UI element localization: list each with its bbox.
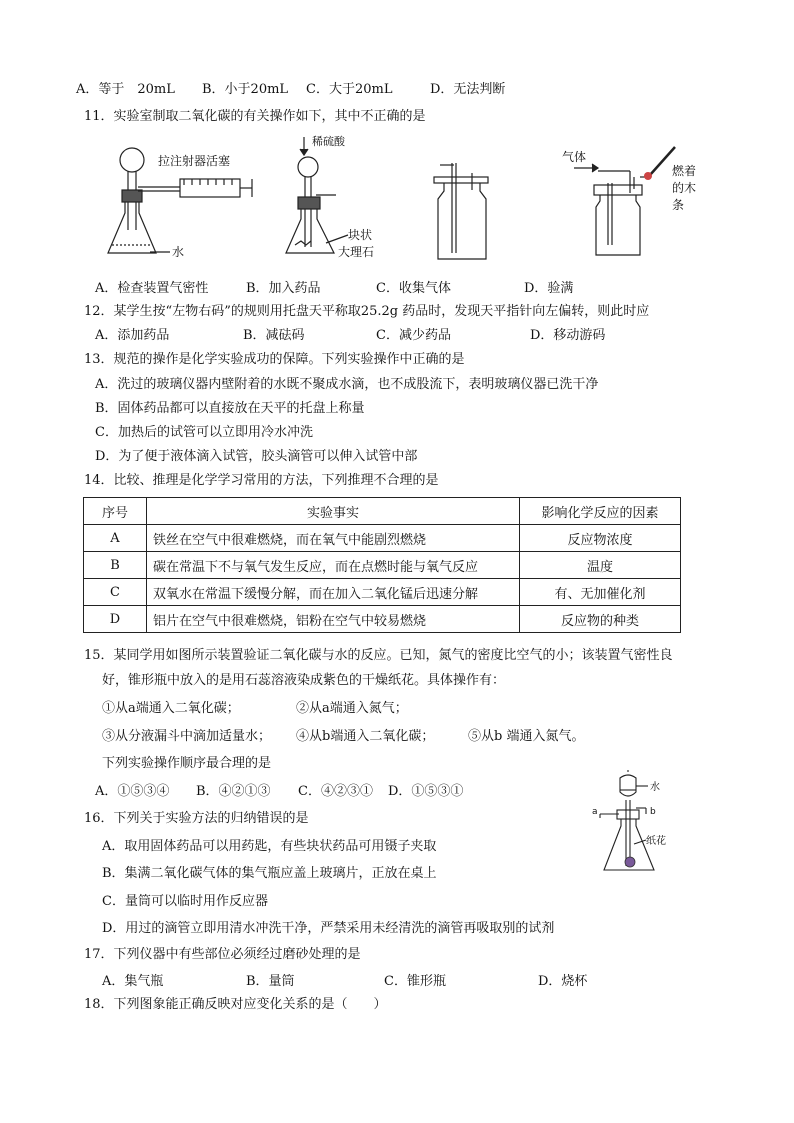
- q10-option-b: B．小于20mL: [202, 82, 289, 97]
- fig-label-a: a: [592, 807, 598, 817]
- fig-label-stick-2: 的木: [672, 181, 697, 195]
- q15-ask: 下列实验操作顺序最合理的是: [102, 756, 272, 771]
- fig-label-gas: 气体: [562, 150, 587, 164]
- q12-option-b: B．减砝码: [243, 328, 305, 343]
- fig-label-water: 水: [172, 245, 185, 259]
- q17-option-a: A．集气瓶: [102, 974, 164, 989]
- table-cell: 反应物浓度: [520, 525, 681, 552]
- q15-step-3: ③从分液漏斗中滴加适量水；: [102, 729, 272, 744]
- q11-stem: 11．实验室制取二氧化碳的有关操作如下，其中不正确的是: [84, 109, 426, 124]
- figure-b-adding-reagent: [286, 137, 348, 253]
- q11-option-d: D．验满: [524, 281, 574, 296]
- q12-option-d: D．移动游码: [530, 328, 606, 343]
- q14-table: [83, 497, 681, 633]
- table-cell: 铁丝在空气中很难燃烧，而在氧气中能剧烈燃烧: [147, 525, 520, 552]
- table-cell: 反应物的种类: [520, 606, 681, 633]
- q16-option-c: C．量筒可以临时用作反应器: [102, 894, 268, 909]
- q15-step-5: ⑤从b 端通入氮气。: [468, 729, 585, 744]
- q15-option-a: A．①⑤③④: [95, 784, 170, 799]
- fig-label-flower: 纸花: [646, 836, 666, 847]
- q14-stem: 14．比较、推理是化学学习常用的方法，下列推理不合理的是: [84, 473, 439, 488]
- fig-label-marble-2: 大理石: [338, 245, 375, 259]
- table-cell: 温度: [520, 552, 681, 579]
- q15-step-2: ②从a端通入氮气；: [296, 701, 408, 716]
- paper-flower-icon: [625, 857, 635, 867]
- table-cell: C: [84, 579, 147, 606]
- q15-stem-line-2: 好，锥形瓶中放入的是用石蕊溶液染成紫色的干燥纸花。具体操作有：: [102, 673, 506, 688]
- q15-apparatus-figure: [590, 770, 700, 882]
- figure-d-checking-full: [574, 147, 675, 255]
- q17-option-c: C．锥形瓶: [384, 974, 446, 989]
- table-cell: D: [84, 606, 147, 633]
- table-row: [84, 579, 681, 606]
- q17-option-b: B．量筒: [246, 974, 295, 989]
- q12-option-c: C．减少药品: [376, 328, 451, 343]
- q12-stem: 12．某学生按“左物右码”的规则用托盘天平称取25.2g 药品时，发现天平指针向左偏转，则此时应: [84, 304, 650, 319]
- q11-option-b: B．加入药品: [246, 281, 321, 296]
- q13-option-d: D．为了便于液体滴入试管，胶头滴管可以伸入试管中部: [95, 449, 418, 464]
- q15-option-b: B．④②①③: [196, 784, 271, 799]
- q17-option-d: D．烧杯: [538, 974, 588, 989]
- q15-option-d: D．①⑤③①: [388, 784, 464, 799]
- fig-label-stick-1: 燃着: [672, 164, 697, 178]
- q13-option-c: C．加热后的试管可以立即用冷水冲洗: [95, 425, 313, 440]
- table-row: [84, 525, 681, 552]
- table-cell: 有、无加催化剂: [520, 579, 681, 606]
- table-header-cell: 序号: [84, 498, 147, 525]
- table-row: [84, 606, 681, 633]
- table-header-cell: 实验事实: [147, 498, 520, 525]
- table-cell: 碳在常温下不与氧气发生反应，而在点燃时能与氧气反应: [147, 552, 520, 579]
- q16-option-a: A．取用固体药品可以用药匙，有些块状药品可用镊子夹取: [102, 839, 437, 854]
- table-header-cell: 影响化学反应的因素: [520, 498, 681, 525]
- fig-label-stick-3: 条: [672, 198, 685, 212]
- q16-stem: 16．下列关于实验方法的归纳错误的是: [84, 811, 309, 826]
- q13-option-b: B．固体药品都可以直接放在天平的托盘上称量: [95, 401, 365, 416]
- q13-option-a: A．洗过的玻璃仪器内壁附着的水既不聚成水滴，也不成股流下，表明玻璃仪器已洗干净: [95, 377, 599, 392]
- figure-c-collecting-gas: [434, 163, 488, 259]
- q16-option-d: D．用过的滴管立即用清水冲洗干净，严禁采用未经清洗的滴管再吸取别的试剂: [102, 921, 555, 936]
- fig-label-acid: 稀硫酸: [312, 135, 345, 148]
- fig-label-water: 水: [650, 782, 660, 793]
- q15-step-4: ④从b端通入二氧化碳；: [296, 729, 435, 744]
- q15-step-1: ①从a端通入二氧化碳；: [102, 701, 240, 716]
- table-row: [84, 552, 681, 579]
- fig-label-b: b: [650, 807, 656, 817]
- q18-stem: 18．下列图象能正确反映对应变化关系的是（ ）: [84, 997, 387, 1012]
- table-header-row: [84, 498, 681, 525]
- fig-label-marble-1: 块状: [348, 228, 373, 242]
- q11-option-c: C．收集气体: [376, 281, 451, 296]
- q11-option-a: A．检查装置气密性: [95, 281, 209, 296]
- fig-label-syringe: 拉注射器活塞: [158, 154, 231, 168]
- q10-option-a: A．等于 20mL: [76, 82, 175, 97]
- q12-option-a: A．添加药品: [95, 328, 170, 343]
- q13-stem: 13．规范的操作是化学实验成功的保障。下列实验操作中正确的是: [84, 352, 465, 367]
- table-cell: A: [84, 525, 147, 552]
- table-cell: 双氧水在常温下缓慢分解，而在加入二氧化锰后迅速分解: [147, 579, 520, 606]
- table-cell: B: [84, 552, 147, 579]
- flame-icon: [644, 172, 652, 180]
- q10-option-c: C．大于20mL: [306, 82, 393, 97]
- q10-option-d: D．无法判断: [430, 82, 506, 97]
- q16-option-b: B．集满二氧化碳气体的集气瓶应盖上玻璃片，正放在桌上: [102, 866, 437, 881]
- q11-figure: [100, 135, 700, 270]
- q17-stem: 17．下列仪器中有些部位必须经过磨砂处理的是: [84, 947, 361, 962]
- table-cell: 铝片在空气中很难燃烧，铝粉在空气中较易燃烧: [147, 606, 520, 633]
- q15-option-c: C．④②③①: [298, 784, 373, 799]
- q15-stem-line-1: 15．某同学用如图所示装置验证二氧化碳与水的反应。已知，氮气的密度比空气的小；该装置气密性良: [84, 648, 673, 663]
